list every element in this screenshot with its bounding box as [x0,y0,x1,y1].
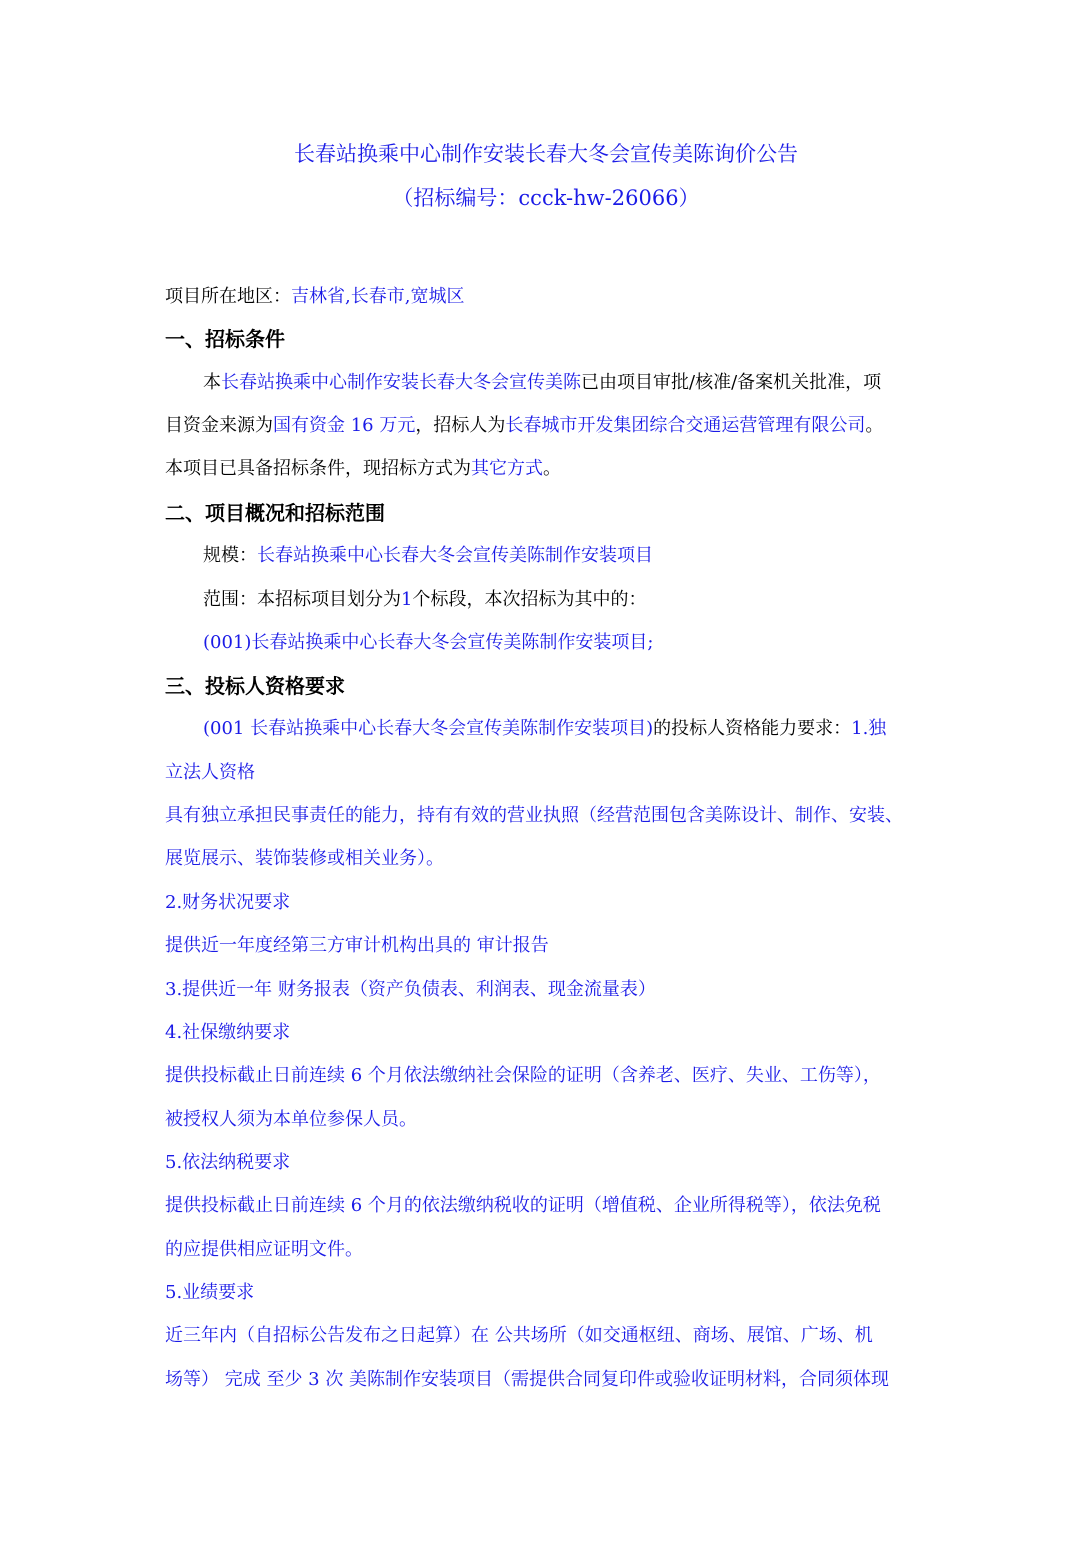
text-run: 目资金来源为 [165,415,273,436]
lot-line: (001)长春站换乘中心长春大冬会宣传美陈制作安装项目; [203,632,654,653]
section1-para-line3 [165,457,940,481]
qual-line13: 的应提供相应证明文件。 [165,1239,363,1260]
qual-line15: 近三年内（自招标公告发布之日起算）在 公共场所（如交通枢纽、商场、展馆、广场、机 [165,1325,873,1346]
qual-line11: 5.依法纳税要求 [165,1152,291,1173]
doc-code: （招标编号：ccck-hw-26066） [392,186,700,210]
scale-value: 长春站换乘中心长春大冬会宣传美陈制作安装项目 [257,545,653,566]
text-run: 本项目已具备招标条件，现招标方式为 [165,458,471,479]
section2-heading: 二、项目概况和招标范围 [165,501,385,525]
tenderer-name: 长春城市开发集团综合交通运营管理有限公司 [505,415,866,436]
section1-para-line2 [165,414,940,438]
text-run: 的投标人资格能力要求： [653,718,852,739]
project-name: 长春站换乘中心制作安装长春大冬会宣传美陈 [221,372,581,393]
qual-line2: 立法人资格 [165,762,255,783]
region-line [165,285,940,309]
fund-source: 国有资金 16 万元 [273,415,416,436]
text-run: 。 [543,458,561,479]
section3-heading: 三、投标人资格要求 [165,674,345,698]
region-value: 吉林省,长春市,宽城区 [291,286,465,307]
scale-label: 规模： [203,545,257,566]
qual-line9: 提供投标截止日前连续 6 个月依法缴纳社会保险的证明（含养老、医疗、失业、工伤等）， [165,1065,881,1086]
qual-line7: 3.提供近一年 财务报表（资产负债表、利润表、现金流量表） [165,979,656,1000]
qual-line14: 5.业绩要求 [165,1282,255,1303]
qual-line10: 被授权人须为本单位参保人员。 [165,1109,417,1130]
doc-title: 长春站换乘中心制作安装长春大冬会宣传美陈询价公告 [294,142,798,166]
text-run: 已由项目审批/核准/备案机关批准，项 [581,372,882,393]
text-run: 本 [203,372,221,393]
text-run: 个标段，本次招标为其中的： [412,589,647,610]
region-label: 项目所在地区： [165,286,291,307]
lot-count: 1 [401,589,413,610]
lot-reference: (001 长春站换乘中心长春大冬会宣传美陈制作安装项目) [203,718,654,739]
qual-line1 [203,717,940,741]
scale-line [203,544,940,568]
text-run: 。 [865,415,884,436]
qual-line6: 提供近一年度经第三方审计机构出具的 审计报告 [165,935,549,956]
qual-line12: 提供投标截止日前连续 6 个月的依法缴纳税收的证明（增值税、企业所得税等），依法免税 [165,1195,881,1216]
qual-line16: 场等） 完成 至少 3 次 美陈制作安装项目（需提供合同复印件或验收证明材料，合同须体现 [165,1369,890,1390]
text-run: 1.独 [851,718,887,739]
section1-para-line1 [203,371,940,395]
qual-line3: 具有独立承担民事责任的能力，持有有效的营业执照（经营范围包含美陈设计、制作、安装、 [165,805,903,826]
tender-method: 其它方式 [471,458,543,479]
scope-line [203,588,940,612]
qual-line4: 展览展示、装饰装修或相关业务）。 [165,848,444,869]
text-run: ，招标人为 [415,415,506,436]
qual-line5: 2.财务状况要求 [165,892,291,913]
qual-line8: 4.社保缴纳要求 [165,1022,291,1043]
section1-heading: 一、招标条件 [165,327,285,351]
text-run: 范围：本招标项目划分为 [203,589,401,610]
